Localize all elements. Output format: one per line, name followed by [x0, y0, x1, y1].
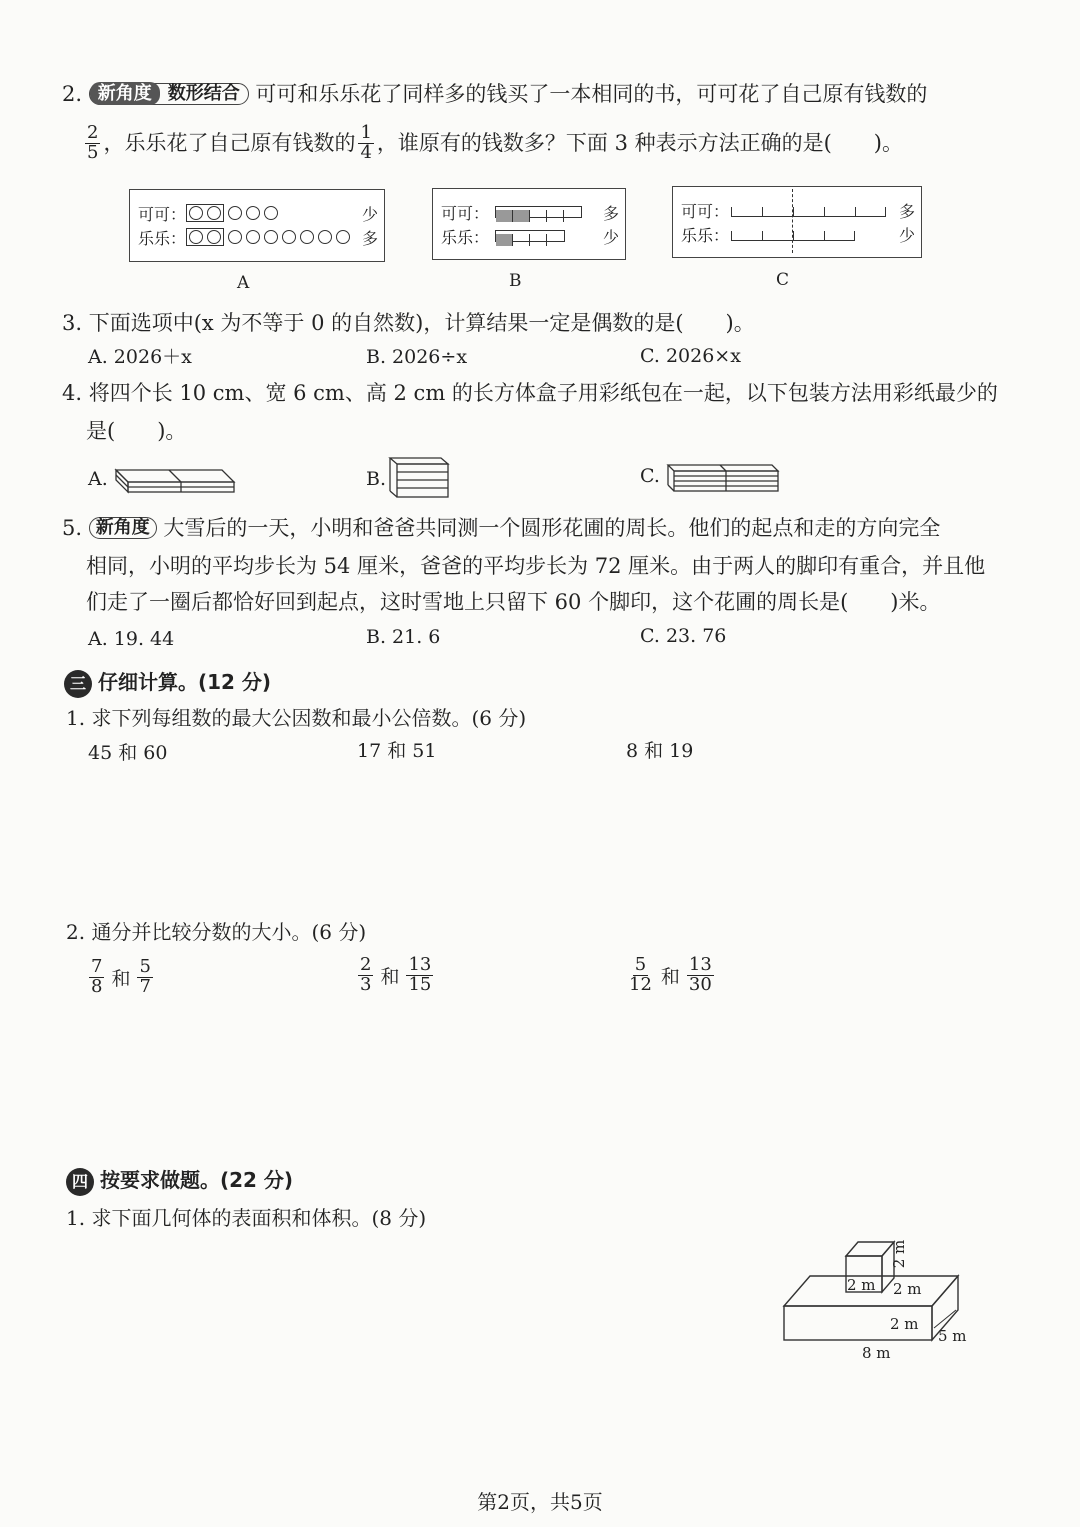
figure-a-row1-end: 少 [361, 204, 378, 224]
q2-text-3: ，谁原有的钱数多？下面 3 种表示方法正确的是( )。 [376, 130, 904, 155]
sec3-q1-text: 1. 求下列每组数的最大公因数和最小公倍数。(6 分) [66, 706, 527, 730]
figure-b-row1-end: 多 [602, 203, 619, 223]
gcd-pair-3: 8 和 19 [626, 740, 694, 762]
q4-text-2: 是( )。 [86, 419, 187, 443]
q2-number: 2. [62, 82, 83, 106]
figure-c-row1-line [731, 204, 886, 217]
q2-line2 [82, 124, 903, 163]
figure-b-row2-end: 少 [602, 227, 619, 247]
figure-c-row2-label: 乐乐： [681, 225, 730, 245]
q3-option-a: A. 2026＋x [88, 346, 192, 368]
figure-c-box [672, 186, 922, 258]
section-4-heading [66, 1164, 293, 1196]
q3-option-b: B. 2026÷x [366, 346, 468, 368]
q2-line1 [62, 83, 927, 105]
q5-tag: 新角度 [89, 517, 157, 539]
q5-text-1: 大雪后的一天，小明和爸爸共同测一个圆形花圃的周长。他们的起点和走的方向完全 [163, 516, 941, 540]
figure-c-row2-line [731, 228, 855, 241]
figure-b-row2-label: 乐乐： [441, 227, 490, 247]
section-4-badge: 四 [66, 1168, 94, 1196]
figure-a-row1-label: 可可： [138, 204, 187, 224]
dim-base-length: 8 m [862, 1344, 891, 1362]
section-3-badge: 三 [64, 670, 92, 698]
fraction-1-4: $\frac{1}{4}$ [360, 122, 372, 163]
page-number: 第2页，共5页 [477, 1490, 603, 1514]
figure-a-row1-highlight [186, 204, 224, 222]
q5-option-c: C. 23. 76 [640, 625, 727, 647]
dim-top-depth: 2 m [893, 1280, 922, 1298]
tag-shape-number: 数形结合 [167, 83, 240, 104]
section-3-heading [64, 666, 271, 698]
figure-c-row1-end: 多 [898, 201, 915, 221]
section-4-title: 按要求做题。(22 分) [100, 1168, 294, 1192]
q4-option-a: A. [88, 468, 108, 490]
q4-figure-a [112, 462, 238, 496]
dim-top-height: 2 m [890, 1239, 908, 1269]
q3-text: 3. 下面选项中(x 为不等于 0 的自然数)，计算结果一定是偶数的是( )。 [62, 311, 755, 335]
figure-c-row1-label: 可可： [681, 201, 730, 221]
q2-text-2: ，乐乐花了自己原有钱数的 [103, 130, 356, 155]
figure-b-row1-bar [495, 206, 582, 218]
tag-new-angle: 新角度 [90, 82, 160, 105]
q4-option-c: C. [640, 465, 660, 487]
q4-figure-c [664, 459, 782, 495]
q4-option-b: B. [366, 468, 387, 490]
fraction-compare-3: $\frac{5}{12}$ 和 $\frac{13}{30}$ [629, 954, 712, 995]
figure-b-row2-bar [495, 230, 565, 242]
figure-a-row2-label: 乐乐： [138, 228, 187, 248]
dim-top-width: 2 m [847, 1276, 876, 1294]
figure-b-label: B [509, 271, 522, 291]
gcd-pair-2: 17 和 51 [357, 740, 437, 762]
composite-solid-figure [778, 1234, 978, 1364]
gcd-pair-1: 45 和 60 [88, 742, 168, 764]
figure-a-row2-highlight [186, 228, 224, 246]
q5-option-a: A. 19. 44 [88, 628, 175, 650]
section-3-title: 仔细计算。(12 分) [98, 670, 272, 694]
sec4-q1-text: 1. 求下面几何体的表面积和体积。(8 分) [66, 1206, 427, 1230]
q4-text-1: 4. 将四个长 10 cm、宽 6 cm、高 2 cm 的长方体盒子用彩纸包在一起，以下包装方法用彩纸最少的 [62, 381, 998, 405]
q4-figure-b [386, 454, 452, 500]
figure-c-label: C [776, 270, 790, 290]
figure-b-row1-label: 可可： [441, 203, 490, 223]
figure-c-row2-end: 少 [898, 225, 915, 245]
sec3-q2-text: 2. 通分并比较分数的大小。(6 分) [66, 920, 367, 944]
q5-number: 5. [62, 516, 83, 540]
fraction-2-5: $\frac{2}{5}$ [87, 122, 99, 163]
q5-text-3: 们走了一圈后都恰好回到起点，这时雪地上只留下 60 个脚印，这个花圃的周长是( )米。 [86, 590, 941, 614]
figure-a-row2-end: 多 [361, 228, 378, 248]
figure-c-dashed-line [792, 189, 793, 253]
fraction-compare-1: $\frac{7}{8}$ 和 $\frac{5}{7}$ [91, 956, 151, 997]
q5-option-b: B. 21. 6 [366, 626, 441, 648]
q5-text-2: 相同，小明的平均步长为 54 厘米，爸爸的平均步长为 72 厘米。由于两人的脚印有重合，并且他 [86, 554, 986, 578]
dim-base-height: 2 m [890, 1315, 919, 1333]
q3-option-c: C. 2026×x [640, 345, 741, 367]
q5-line1 [62, 517, 940, 539]
figure-a-box [129, 189, 385, 262]
figure-a-label: A [237, 273, 250, 293]
q2-tag [89, 83, 249, 105]
dim-base-depth: 5 m [938, 1327, 967, 1345]
figure-b-box [432, 188, 626, 260]
q2-text-1: 可可和乐乐花了同样多的钱买了一本相同的书，可可花了自己原有钱数的 [255, 82, 928, 106]
fraction-compare-2: $\frac{2}{3}$ 和 $\frac{13}{15}$ [360, 954, 432, 995]
